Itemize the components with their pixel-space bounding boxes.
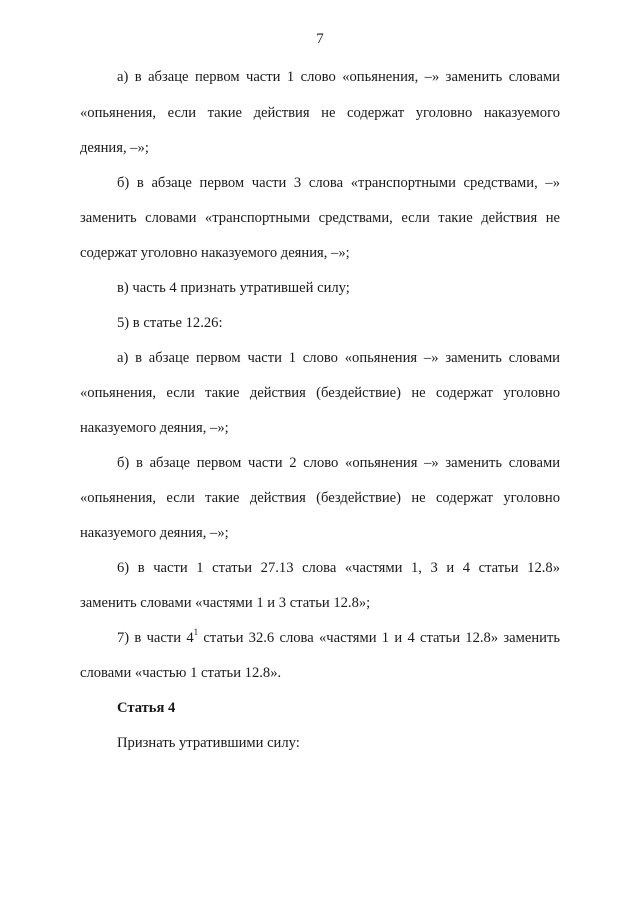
item-7-line-1-end: статьи 32.6 слова «частями 1 и 4 статьи 12.8» заменить bbox=[198, 630, 560, 646]
item-7-line-2: словами «частью 1 статьи 12.8». bbox=[80, 665, 282, 681]
superscript-index: 1 bbox=[193, 627, 199, 638]
paragraph-b-line-3: содержат уголовно наказуемого деяния, –»; bbox=[80, 245, 350, 261]
item-5-line-1: 5) в статье 12.26: bbox=[117, 315, 223, 331]
item-5-b-line-2: «опьянения, если такие действия (бездействие) не содержат уголовно bbox=[80, 490, 560, 506]
page-number: 7 bbox=[316, 31, 324, 47]
item-5-b-line-3: наказуемого деяния, –»; bbox=[80, 525, 229, 541]
item-7-line-1-start: 7) в части 4 bbox=[117, 630, 194, 646]
item-6-line-2: заменить словами «частями 1 и 3 статьи 12.8»; bbox=[80, 595, 371, 611]
item-5-a-line-2: «опьянения, если такие действия (бездействие) не содержат уголовно bbox=[80, 385, 560, 401]
paragraph-a-line-1: а) в абзаце первом части 1 слово «опьянения, –» заменить словами bbox=[117, 69, 560, 85]
article-heading: Статья 4 bbox=[117, 700, 176, 716]
item-7-line-1 bbox=[117, 628, 560, 648]
paragraph-v-line-1: в) часть 4 признать утратившей силу; bbox=[117, 280, 350, 296]
paragraph-a-line-3: деяния, –»; bbox=[80, 140, 149, 156]
paragraph-a-line-2: «опьянения, если такие действия не содержат уголовно наказуемого bbox=[80, 105, 560, 121]
article-text: Признать утратившими силу: bbox=[117, 735, 300, 751]
item-5-a-line-3: наказуемого деяния, –»; bbox=[80, 420, 229, 436]
item-5-b-line-1: б) в абзаце первом части 2 слово «опьянения –» заменить словами bbox=[117, 455, 560, 471]
item-6-line-1: 6) в части 1 статьи 27.13 слова «частями 1, 3 и 4 статьи 12.8» bbox=[117, 560, 560, 576]
paragraph-b-line-2: заменить словами «транспортными средствами, если такие действия не bbox=[80, 210, 560, 226]
paragraph-b-line-1: б) в абзаце первом части 3 слова «транспортными средствами, –» bbox=[117, 175, 560, 191]
item-5-a-line-1: а) в абзаце первом части 1 слово «опьянения –» заменить словами bbox=[117, 350, 560, 366]
